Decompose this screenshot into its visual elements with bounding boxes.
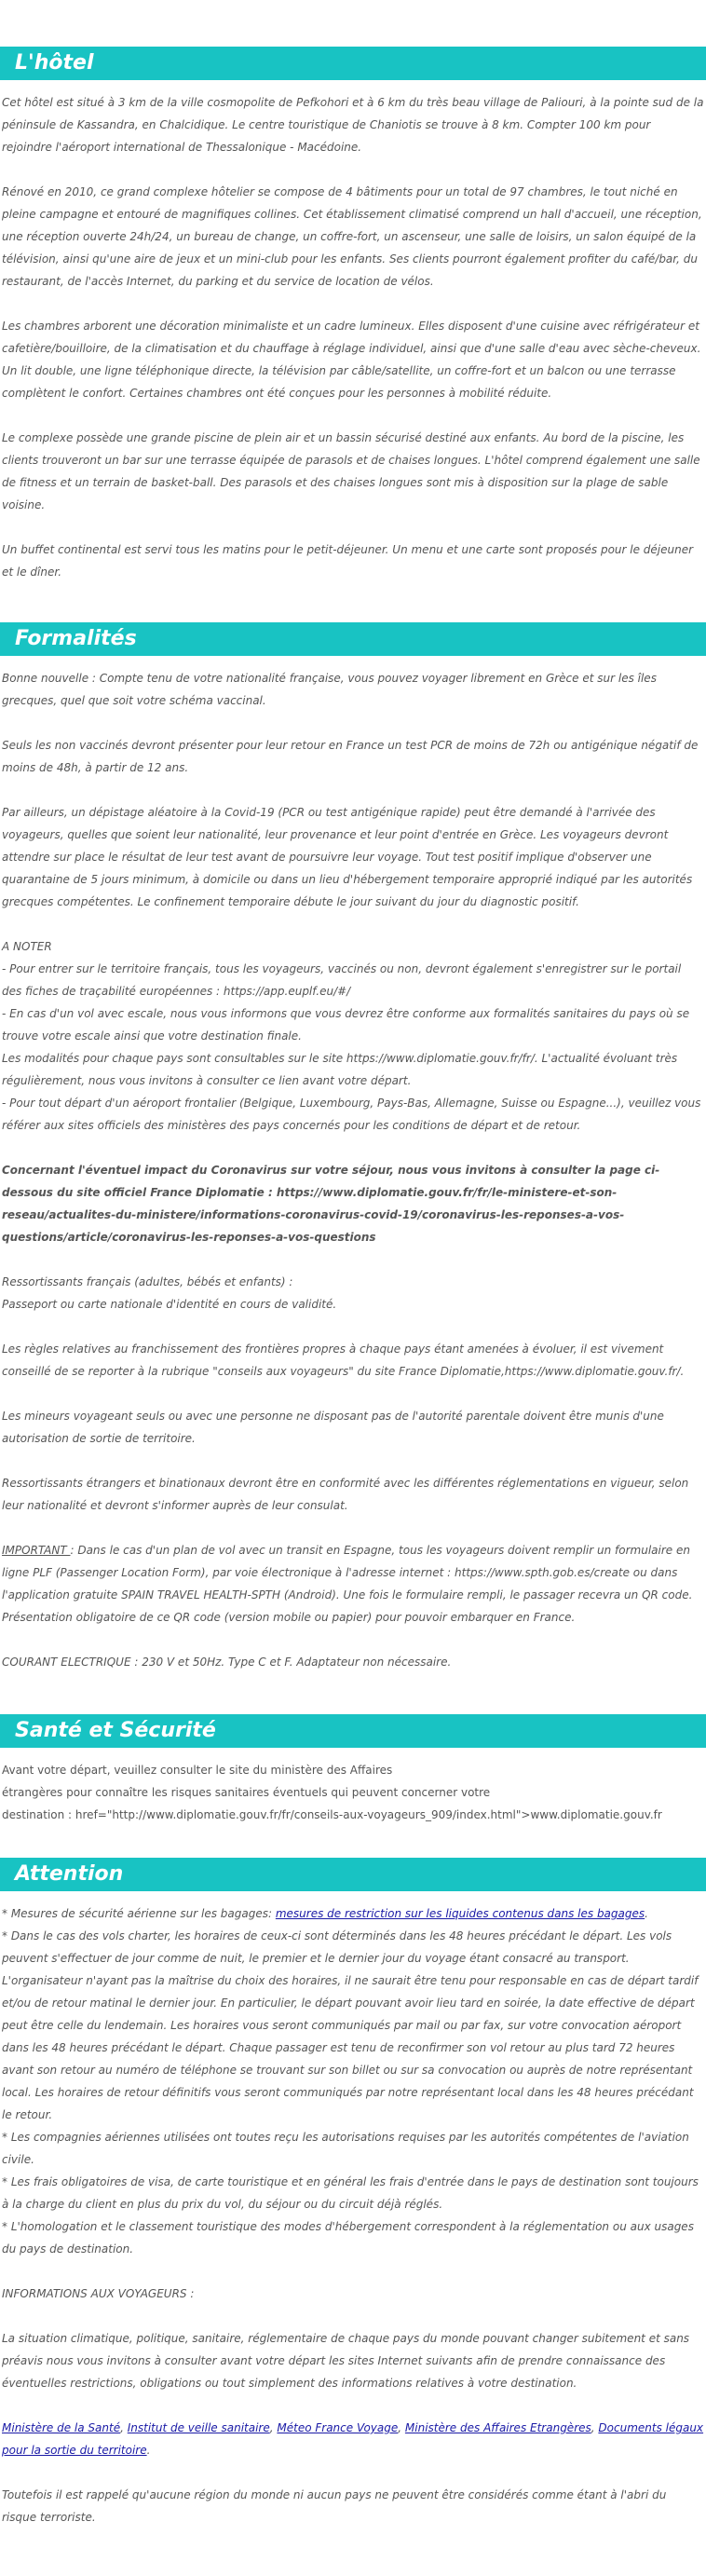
homologation-item: * L'homologation et le classement touristique des modes d'hébergement correspondent à la réglementation ou aux usages du pays de destination.	[2, 2220, 694, 2256]
electric-current: COURANT ELECTRIQUE : 230 V et 50Hz. Type C et F. Adaptateur non nécessaire.	[2, 1656, 452, 1669]
sante-line: étrangères pour connaître les risques sanitaires éventuels qui peuvent concerner votre	[2, 1786, 491, 1799]
link-documents-legaux[interactable]: Documents légaux pour la sortie du territoire	[2, 2421, 704, 2457]
link-separator: ,	[398, 2421, 405, 2434]
hotel-rooms-paragraph: Les chambres arborent une décoration minimaliste et un cadre lumineux. Elles disposent d'une cuisine avec réfrigérateur et cafetière/bouilloire, de la climatisation et du chauffage à réglage individuel, ainsi que d'une salle d'eau avec sèche-cheveux. Un lit double, une ligne téléphonique directe, la télévision par câble/satellite, un coffre-fort et un balcon ou une terrasse complètent le confort. Certaines chambres ont été conçues pour les personnes à mobilité réduite.	[2, 320, 701, 400]
compagnies-item: * Les compagnies aériennes utilisées ont toutes reçu les autorisations requises par les autorités compétentes de l'aviation civile.	[2, 2131, 689, 2166]
bagages-item	[2, 1902, 704, 1925]
links-end: .	[146, 2444, 151, 2457]
formalites-unvaccinated: Seuls les non vaccinés devront présenter pour leur retour en France un test PCR de moins de 72h ou antigénique négatif de moins de 48h, à partir de 12 ans.	[2, 739, 699, 774]
links-list	[2, 2417, 704, 2461]
link-institut-veille[interactable]: Institut de veille sanitaire	[127, 2421, 270, 2434]
sante-line: destination : href="http://www.diplomatie.gouv.fr/fr/conseils-aux-voyageurs_909/index.html">www.diplomatie.gouv.fr	[2, 1808, 662, 1821]
coronavirus-notice: Concernant l'éventuel impact du Coronavirus sur votre séjour, nous vous invitons à consulter la page ci-dessous du site officiel France Diplomatie : https://www.diplomatie.gouv.fr/fr/le-ministere-et-son-reseau/actualites-du-ministere/informations-coronavirus-covid-19/coronavirus-les-reponses-a-vos-questions/article/coronavirus-les-reponses-a-vos-questions	[2, 1164, 660, 1244]
important-text: : Dans le cas d'un plan de vol avec un transit en Espagne, tous les voyageurs doivent remplir un formulaire en ligne PLF (Passenger Location Form), par voie électronique à l'adresse internet : https://www.spth.gob.es/create ou dans l'application gratuite SPAIN TRAVEL HEALTH-SPTH (Android). Une fois le formulaire rempli, le passager recevra un QR code. Présentation obligatoire de ce QR code (version mobile ou papier) pour pouvoir embarquer en France.	[2, 1544, 693, 1624]
section-hotel	[0, 47, 706, 583]
attention-list	[2, 1902, 704, 2260]
section-title-hotel: L'hôtel	[0, 47, 706, 80]
ressortissants-label: Ressortissants français (adultes, bébés et enfants) :	[2, 1275, 293, 1288]
link-separator: ,	[120, 2421, 128, 2434]
link-ministere-sante[interactable]: Ministère de la Santé	[2, 2421, 121, 2434]
section-title-attention: Attention	[0, 1858, 706, 1891]
foreign-nationals-paragraph: Ressortissants étrangers et binationaux devront être en conformité avec les différentes réglementations en vigueur, selon leur nationalité et devront s'informer auprès de leur consulat.	[2, 1477, 689, 1512]
frais-item: * Les frais obligatoires de visa, de carte touristique et en général les frais d'entrée dans le pays de destination sont toujours à la charge du client en plus du prix du vol, du séjour ou du circuit déjà réglés.	[2, 2175, 699, 2211]
info-title: INFORMATIONS AUX VOYAGEURS :	[2, 2287, 195, 2300]
note-item: - Pour entrer sur le territoire français, tous les voyageurs, vaccinés ou non, devront également s'enregistrer sur le portail des fiches de traçabilité européennes : https://app.euplf.eu/#/	[2, 962, 682, 998]
situation-paragraph: La situation climatique, politique, sanitaire, réglementaire de chaque pays du monde pouvant changer subitement et sans préavis nous vous invitons à consulter avant votre départ les sites Internet suivants afin de prendre connaissance des éventuelles restrictions, obligations ou tout simplement des informations relatives à votre destination.	[2, 2332, 690, 2390]
bagages-prefix: * Mesures de sécurité aérienne sur les bagages:	[2, 1907, 276, 1920]
terrorism-paragraph: Toutefois il est rappelé qu'aucune région du monde ni aucun pays ne peuvent être considérés comme étant à l'abri du risque terroriste.	[2, 2488, 667, 2524]
section-attention	[0, 1858, 706, 2528]
link-separator: ,	[269, 2421, 278, 2434]
bagages-suffix: .	[645, 1907, 648, 1920]
note-item: - En cas d'un vol avec escale, nous vous informons que vous devrez être conforme aux formalités sanitaires du pays où se trouve votre escale ainsi que votre destination finale.	[2, 1007, 690, 1043]
hotel-location-paragraph: Cet hôtel est situé à 3 km de la ville cosmopolite de Pefkohori et à 6 km du très beau village de Paliouri, à la pointe sud de la péninsule de Kassandra, en Chalcidique. Le centre touristique de Chaniotis se trouve à 8 km. Compter 100 km pour rejoindre l'aéroport international de Thessalonique - Macédoine.	[2, 96, 704, 154]
link-separator: ,	[591, 2421, 599, 2434]
hotel-dining-paragraph: Un buffet continental est servi tous les matins pour le petit-déjeuner. Un menu et une carte sont proposés pour le déjeuner et le dîner.	[2, 543, 694, 579]
formalites-note-block	[2, 935, 704, 1137]
section-sante	[0, 1714, 706, 1826]
hotel-leisure-paragraph: Le complexe possède une grande piscine de plein air et un bassin sécurisé destiné aux enfants. Au bord de la piscine, les clients trouveront un bar sur une terrasse équipée de parasols et de chaises longues. L'hôtel comprend également une salle de fitness et un terrain de basket-ball. Des parasols et des chaises longues sont mis à disposition sur la plage de sable voisine.	[2, 431, 700, 511]
section-title-formalites: Formalités	[0, 622, 706, 656]
link-affaires-etrangeres[interactable]: Ministère des Affaires Etrangères	[404, 2421, 591, 2434]
ressortissants-text: Passeport ou carte nationale d'identité en cours de validité.	[2, 1298, 337, 1311]
note-item: - Pour tout départ d'un aéroport frontalier (Belgique, Luxembourg, Pays-Bas, Allemagne, Suisse ou Espagne...), veuillez vous référer aux sites officiels des ministères des pays concernés pour les conditions de départ et de retour.	[2, 1097, 701, 1132]
note-title: A NOTER	[2, 940, 52, 953]
formalites-good-news: Bonne nouvelle : Compte tenu de votre nationalité française, vous pouvez voyager librement en Grèce et sur les îles grecques, quel que soit votre schéma vaccinal.	[2, 672, 657, 707]
hotel-facilities-paragraph: Rénové en 2010, ce grand complexe hôtelier se compose de 4 bâtiments pour un total de 97 chambres, le tout niché en pleine campagne et entouré de magnifiques collines. Cet établissement climatisé comprend un hall d'accueil, une réception, une réception ouverte 24h/24, un bureau de change, un coffre-fort, un ascenseur, une salle de loisirs, un salon équipé de la télévision, ainsi qu'une aire de jeux et un mini-club pour les enfants. Ses clients pourront également profiter du café/bar, du restaurant, de l'accès Internet, du parking et du service de location de vélos.	[2, 185, 702, 288]
ressortissants-block	[2, 1271, 704, 1315]
section-title-sante: Santé et Sécurité	[0, 1714, 706, 1748]
link-meteo-france[interactable]: Méteo France Voyage	[277, 2421, 399, 2434]
sante-line: Avant votre départ, veuillez consulter le site du ministère des Affaires	[2, 1764, 393, 1777]
important-label: IMPORTANT	[2, 1544, 71, 1557]
note-item: Les modalités pour chaque pays sont consultables sur le site https://www.diplomatie.gouv.fr/fr/. L'actualité évoluant très régulièrement, nous vous invitons à consulter ce lien avant votre départ.	[2, 1052, 678, 1087]
formalites-screening: Par ailleurs, un dépistage aléatoire à la Covid-19 (PCR ou test antigénique rapide) peut être demandé à l'arrivée des voyageurs, quelles que soient leur nationalité, leur provenance et leur point d'entrée en Grèce. Les voyageurs devront attendre sur place le résultat de leur test avant de poursuivre leur voyage. Tout test positif implique d'observer une quarantaine de 5 jours minimum, à domicile ou dans un lieu d'hébergement temporaire approprié indiqué par les autorités grecques compétentes. Le confinement temporaire débute le jour suivant du jour du diagnostic positif.	[2, 806, 693, 908]
minors-paragraph: Les mineurs voyageant seuls ou avec une personne ne disposant pas de l'autorité parentale doivent être munis d'une autorisation de sortie de territoire.	[2, 1410, 664, 1445]
important-paragraph	[2, 1539, 704, 1629]
rules-paragraph: Les règles relatives au franchissement des frontières propres à chaque pays étant amenées à évoluer, il est vivement conseillé de se reporter à la rubrique "conseils aux voyageurs" du site France Diplomatie,https://www.diplomatie.gouv.fr/.	[2, 1343, 685, 1378]
section-formalites	[0, 622, 706, 1673]
bagages-link[interactable]: mesures de restriction sur les liquides contenus dans les bagages	[275, 1907, 645, 1920]
sante-paragraph	[2, 1759, 704, 1826]
horaires-item: * Dans le cas des vols charter, les horaires de ceux-ci sont déterminés dans les 48 heures précédant le départ. Les vols peuvent s'effectuer de jour comme de nuit, le premier et le dernier jour du voyage étant consacré au transport. L'organisateur n'ayant pas la maîtrise du choix des horaires, il ne saurait être tenu pour responsable en cas de départ tardif et/ou de retour matinal le dernier jour. En particulier, le départ pouvant avoir lieu tard en soirée, la date effective de départ peut être celle du lendemain. Les horaires vous seront communiqués par mail ou par fax, sur votre convocation aéroport dans les 48 heures précédant le départ. Chaque passager est tenu de reconfirmer son vol retour au plus tard 72 heures avant son retour au numéro de téléphone se trouvant sur son billet ou sur sa convocation ou auprès de notre représentant local. Les horaires de retour définitifs vous seront communiqués par notre représentant local dans les 48 heures précédant le retour.	[2, 1929, 699, 2121]
